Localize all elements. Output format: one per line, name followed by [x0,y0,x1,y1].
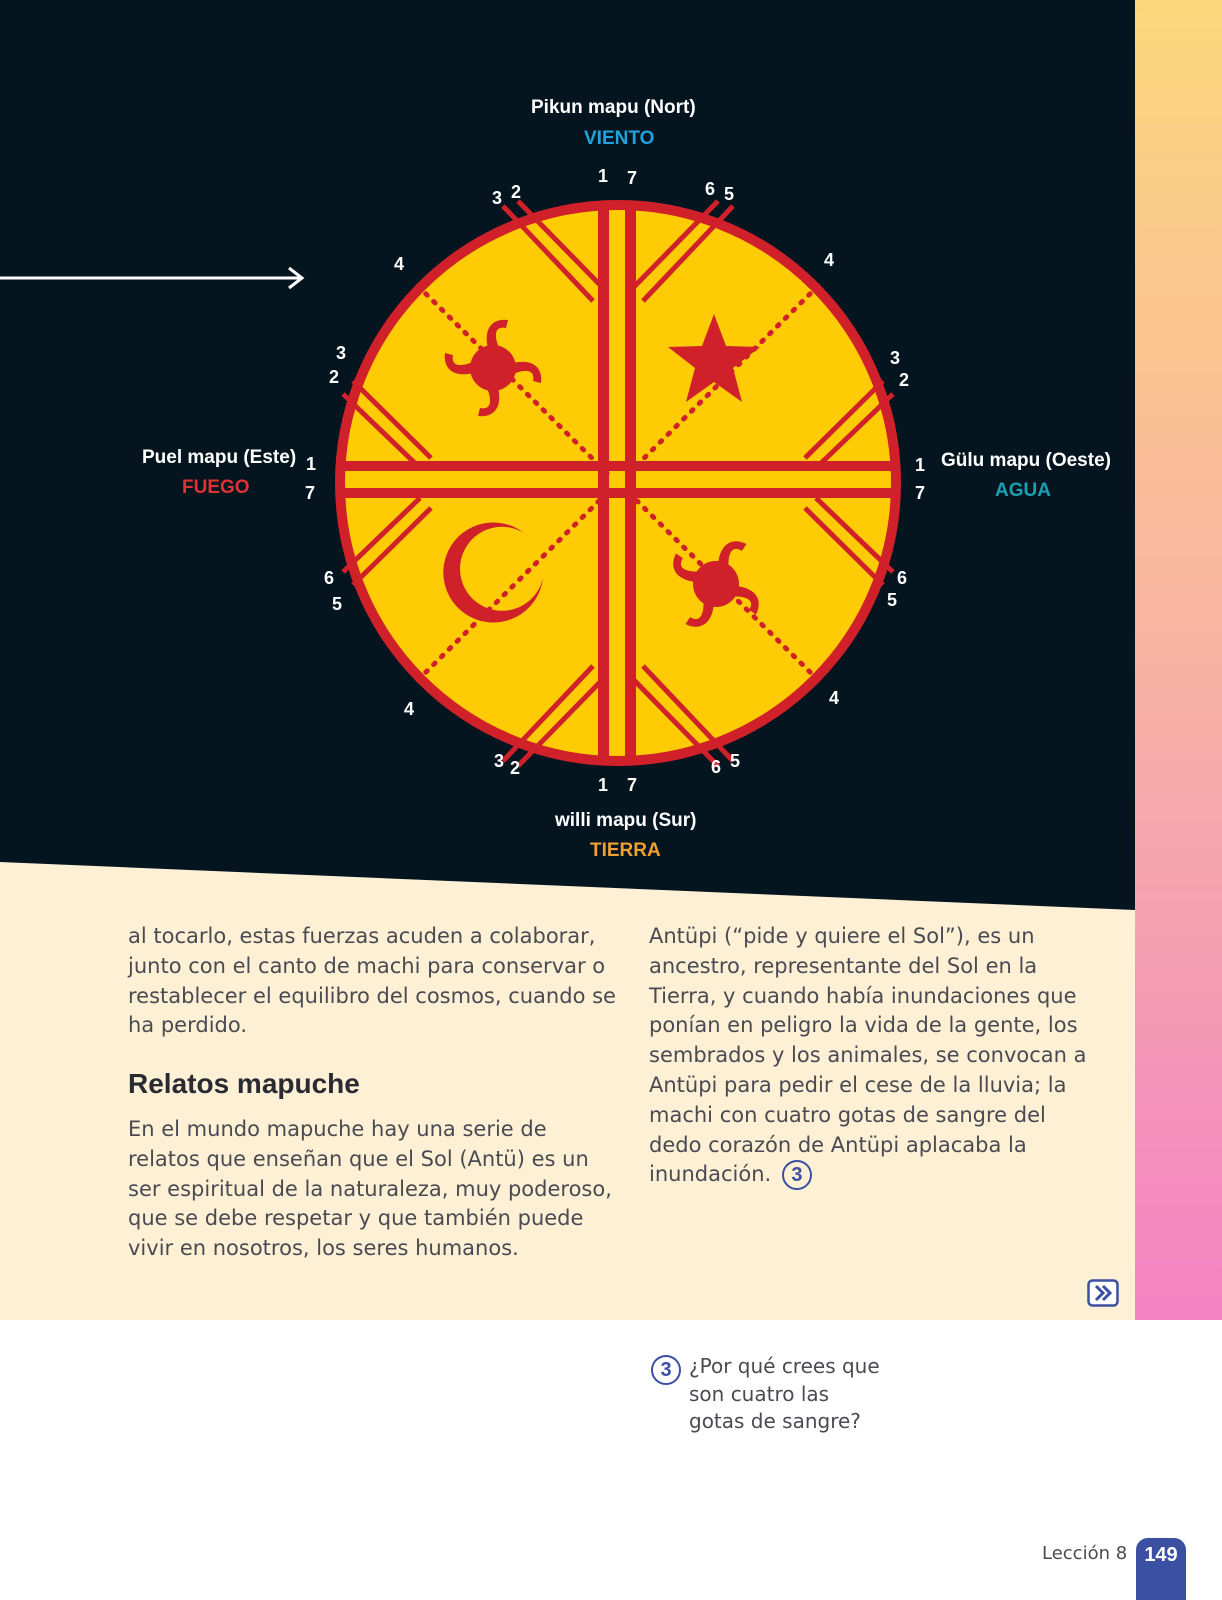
question-text: ¿Por qué crees que son cuatro las gotas de sangre? [689,1354,880,1433]
diagram-number: 7 [915,483,926,503]
diagram-number: 4 [404,699,415,719]
diagram-number: 6 [324,568,335,588]
diagram-number: 1 [915,455,926,475]
diagram-number: 3 [494,751,505,771]
kultrun-diagram [328,196,908,771]
left-paragraph-1: al tocarlo, estas fuerzas acuden a colaborar, junto con el canto de machi para conservar o restablecer el equilibro del cosmos, cuando se ha perdido. [128,924,616,1038]
diagram-number: 4 [824,250,835,270]
diagram-number: 1 [306,454,317,474]
left-column [128,922,621,1041]
page-number: 149 [1144,1544,1178,1566]
next-page-icon[interactable] [1087,1279,1119,1307]
right-column [649,922,1089,1190]
side-gradient-strip [1135,0,1222,1320]
south-label: willi mapu (Sur) [555,810,697,831]
left-column-2 [128,1115,621,1264]
question-ref-badge[interactable]: 3 [782,1160,812,1190]
diagram-number: 3 [890,348,901,368]
diagram-number: 2 [329,367,340,387]
diagram-number: 3 [336,343,347,363]
section-heading: Relatos mapuche [128,1068,360,1099]
east-element: FUEGO [182,477,250,498]
diagram-number: 5 [730,751,741,771]
left-paragraph-2: En el mundo mapuche hay una serie de relatos que enseñan que el Sol (Antü) es un ser espiritual de la naturaleza, muy poderoso, que se debe respetar y que también puede vivir en nosotros, los seres humanos. [128,1117,612,1261]
diagram-number: 5 [887,590,898,610]
diagram-number: 6 [711,757,722,777]
diagram-number: 7 [305,483,316,503]
diagram-number: 5 [724,184,735,204]
diagram-number: 3 [492,188,503,208]
west-label: Gülu mapu (Oeste) [941,450,1111,471]
diagram-number: 1 [598,775,609,795]
question-badge: 3 [651,1355,681,1385]
south-element: TIERRA [590,840,661,861]
diagram-number: 7 [627,168,638,188]
diagram-number: 5 [332,594,343,614]
diagram-number: 2 [899,370,910,390]
north-element: VIENTO [584,128,655,149]
diagram-number: 4 [394,254,405,274]
diagram-number: 2 [510,758,521,778]
diagram-number: 6 [897,568,908,588]
diagram-number: 7 [627,775,638,795]
diagram-number: 2 [511,182,522,202]
west-element: AGUA [995,480,1051,501]
diagram-number: 1 [598,166,609,186]
diagram-number: 4 [829,688,840,708]
arrow-icon [0,262,310,292]
north-label: Pikun mapu (Nort) [531,97,696,118]
lesson-label: Lección 8 [1042,1543,1128,1564]
east-label: Puel mapu (Este) [142,447,297,468]
page-number-tab [1136,1538,1186,1600]
diagram-number: 6 [705,179,716,199]
right-paragraph: Antüpi (“pide y quiere el Sol”), es un ancestro, representante del Sol en la Tierra, y cuando había inundaciones que ponían en peligro la vida de la gente, los sembrados y los animales, se convocan a Antüpi para pedir el cese de la lluvia; la machi con cuatro gotas de sangre del dedo corazón de Antüpi aplacaba la inundación. [649,924,1087,1187]
wheel-rim [340,205,896,761]
